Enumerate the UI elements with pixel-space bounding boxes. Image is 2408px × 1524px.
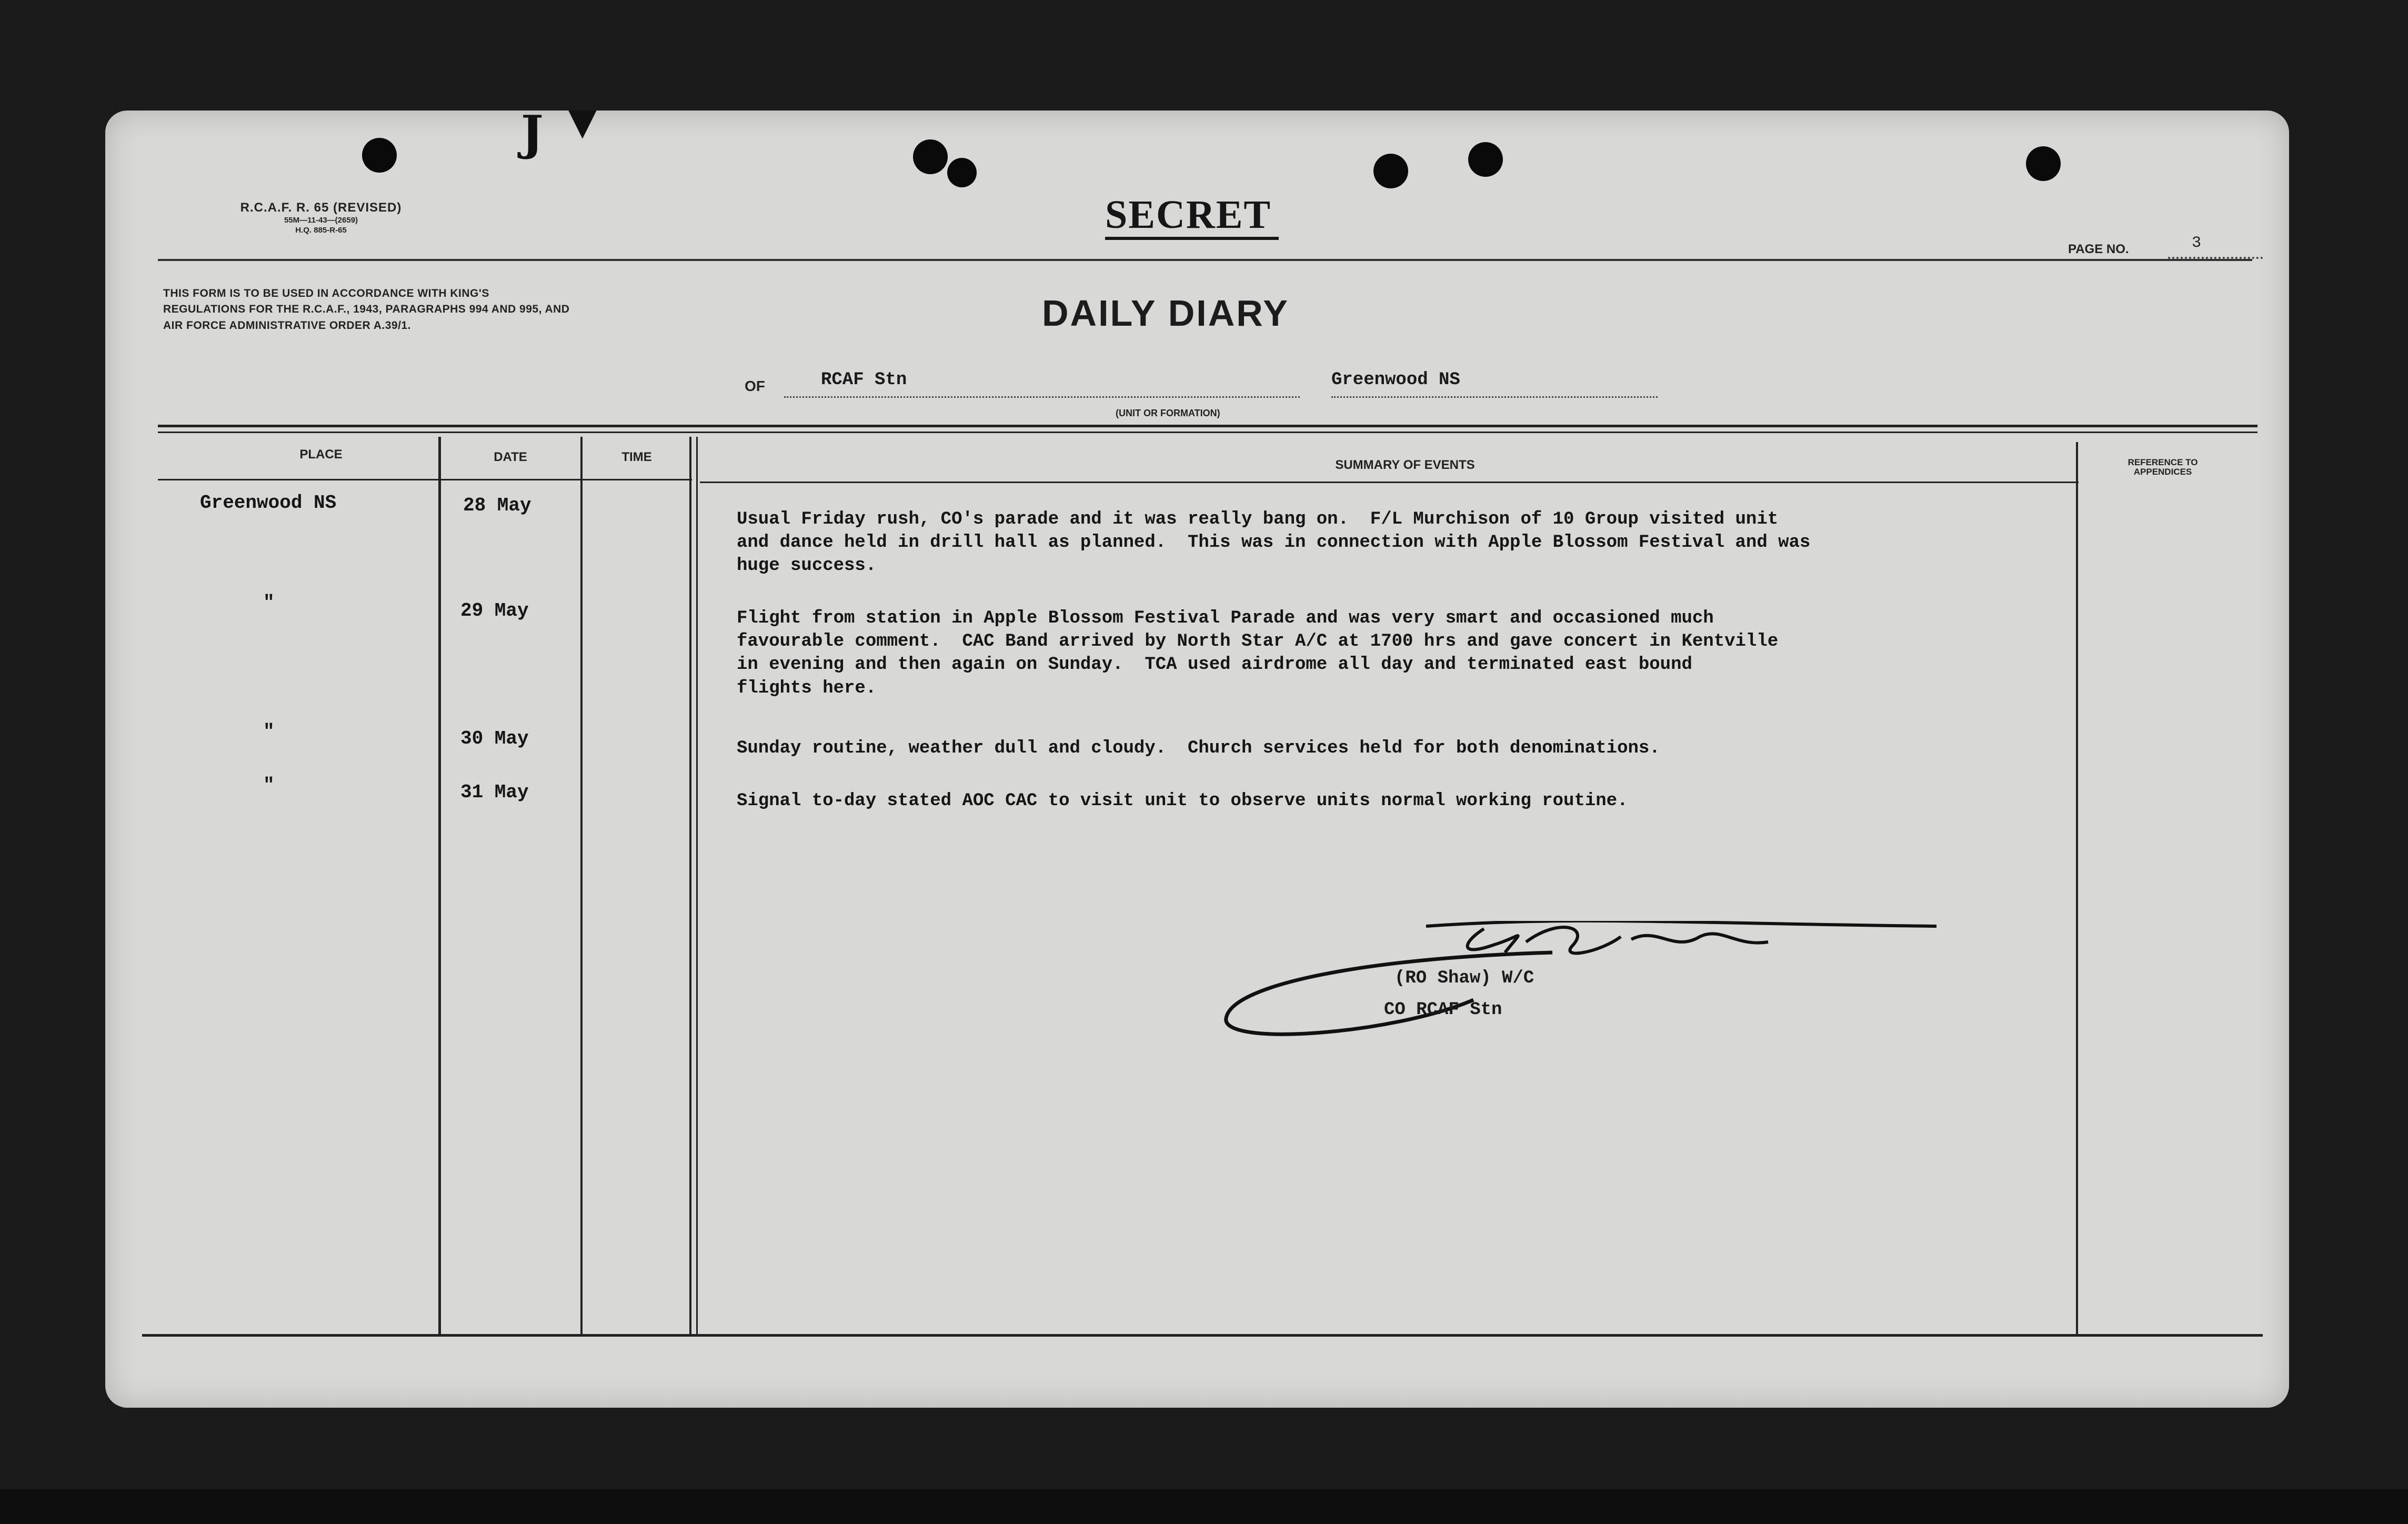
form-number-line1: R.C.A.F. R. 65 (REVISED) [240, 200, 402, 215]
location-dotted-line [1331, 396, 1658, 398]
column-header-time: TIME [621, 450, 652, 464]
column-header-place: PLACE [299, 447, 343, 462]
entry-1-date: 28 May [463, 495, 531, 516]
entry-1-summary: Usual Friday rush, CO's parade and it was really bang on. F/L Murchison of 10 Group visited unit and dance held in drill hall as planned. This was in connection with Apple Blossom Festival and was huge success. [737, 509, 1811, 576]
handwritten-mark: ▼ [568, 111, 597, 143]
table-top-rule [158, 425, 2258, 427]
unit-name: RCAF Stn [821, 370, 907, 390]
column-divider-place [438, 437, 441, 1334]
entry-3-place: " [263, 721, 275, 743]
classification-underline [1105, 237, 1279, 240]
classification-stamp: SECRET [1105, 193, 1272, 237]
handwritten-mark: J [521, 111, 544, 161]
punch-hole [362, 138, 397, 173]
entry-2-date: 29 May [460, 600, 529, 621]
diary-sheet [105, 111, 2289, 1408]
column-divider-time [689, 437, 691, 1334]
table-bottom-rule [142, 1334, 2263, 1337]
summary-header-rule [700, 482, 2079, 483]
form-instructions: THIS FORM IS TO BE USED IN ACCORDANCE WITH KING'S REGULATIONS FOR THE R.C.A.F., 1943, PARAGRAPHS 994 AND 995, AND AIR FORCE ADMINISTRATIVE ORDER A.39/1. [163, 287, 570, 332]
entry-4-place: " [263, 775, 275, 796]
punch-hole [913, 139, 948, 174]
column-divider-time-2 [696, 437, 698, 1334]
column-header-summary: SUMMARY OF EVENTS [1335, 458, 1475, 472]
scan-border [0, 1489, 2408, 1524]
entry-3-summary: Sunday routine, weather dull and cloudy. Church services held for both denominations. [737, 738, 1660, 758]
unit-caption: (UNIT OR FORMATION) [1116, 408, 1220, 418]
unit-dotted-line [784, 396, 1300, 398]
column-divider-date [580, 437, 583, 1334]
entry-3-date: 30 May [460, 728, 529, 749]
form-number-line2: 55M—11-43—(2659) [284, 216, 358, 225]
document-title: DAILY DIARY [1042, 293, 1289, 334]
punch-hole [947, 158, 977, 187]
page-number-label: PAGE NO. [2068, 242, 2129, 256]
of-label: OF [745, 378, 765, 394]
entry-1-place: Greenwood NS [200, 492, 337, 514]
signatory-title: CO RCAF Stn [1384, 1000, 1502, 1020]
form-number-line3: H.Q. 885-R-65 [295, 225, 347, 235]
entry-4-date: 31 May [460, 781, 529, 803]
header-bottom-rule [158, 479, 692, 480]
punch-hole [1468, 142, 1503, 177]
table-top-rule-2 [158, 432, 2258, 433]
page-number-value: 3 [2192, 234, 2202, 252]
unit-location: Greenwood NS [1331, 370, 1460, 390]
punch-hole [1373, 154, 1408, 188]
signatory-name: (RO Shaw) W/C [1394, 968, 1534, 988]
column-header-date: DATE [494, 450, 527, 464]
punch-hole [2026, 146, 2061, 181]
column-divider-summary [2076, 442, 2078, 1334]
form-number [174, 200, 468, 236]
header-rule [158, 259, 2252, 261]
handwritten-signature [1210, 921, 1958, 1068]
column-header-reference: REFERENCE TO APPENDICES [2128, 457, 2198, 477]
entry-4-summary: Signal to-day stated AOC CAC to visit unit to observe units normal working routine. [737, 791, 1628, 811]
entry-2-place: " [263, 592, 275, 614]
entry-2-summary: Flight from station in Apple Blossom Festival Parade and was very smart and occasioned much favourable comment. CAC Band arrived by North Star A/C at 1700 hrs and gave concert in Kentville in evening and then again on Sunday. TCA used airdrome all day and terminated east bound flights here. [737, 608, 1779, 698]
